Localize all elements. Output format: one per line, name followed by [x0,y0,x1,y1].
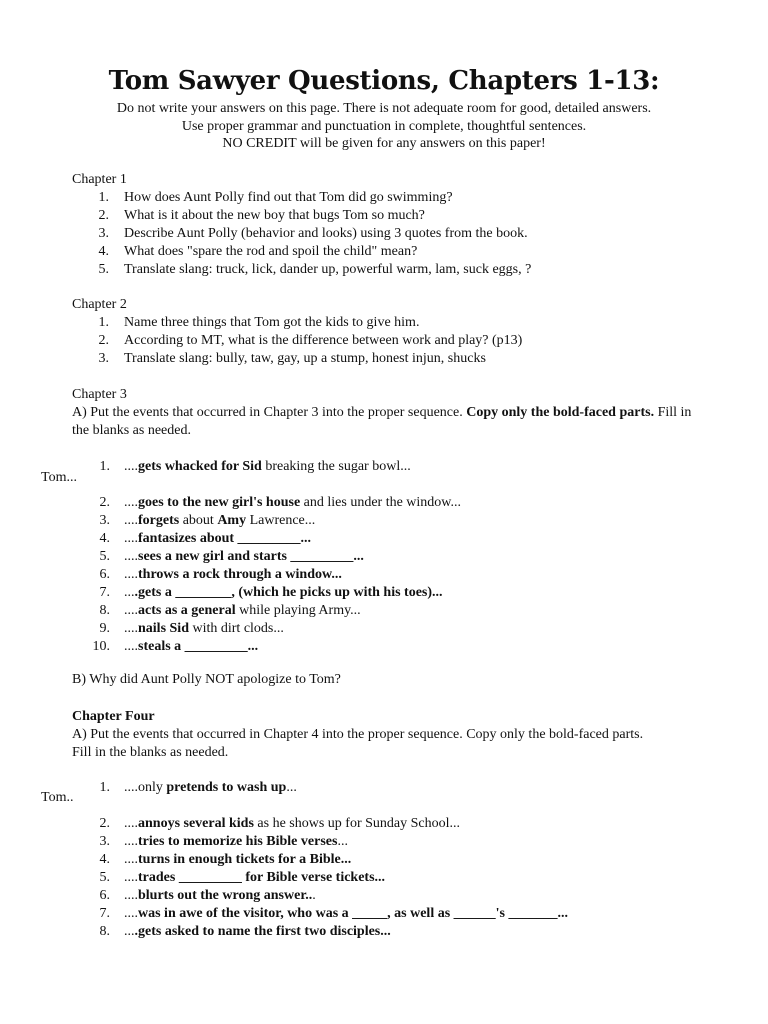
question-item [87,225,722,243]
event-item [72,584,722,602]
question-text: According to MT, what is the difference between work and play? (p13) [124,333,523,348]
instruction-line: Use proper grammar and punctuation in complete, thoughtful sentences. [181,118,587,134]
question-text: What is it about the new boy that bugs Tom so much? [124,208,425,223]
event-text: ....nails Sid with dirt clods... [124,621,284,636]
event-item [72,638,722,656]
question-item [87,243,722,261]
event-number: 10. [92,639,110,654]
question-text: Translate slang: truck, lick, dander up, powerful warm, lam, suck eggs, ? [124,262,532,277]
chapter-3-section [72,386,722,440]
event-item [72,923,722,941]
chapter-3-question-b [72,671,722,689]
instruction-text: A) Put the events that occurred in Chapter 3 into the proper sequence. [72,405,467,420]
instruction-text: Fill in the blanks as needed. [72,405,692,438]
event-text: ....trades _________ for Bible verse tickets... [124,870,386,885]
instruction-text: Fill in the blanks as needed. [72,745,229,760]
event-item [72,512,722,530]
event-number: 1. [99,780,110,795]
event-subject: Tom.. [41,790,74,805]
event-text: ....was in awe of the visitor, who was a _____, as well as ______'s _______... [124,906,568,921]
question-item [87,350,722,368]
question-number: 4. [98,244,109,259]
event-item [72,620,722,638]
question-number: 3. [98,226,109,241]
event-text: ....gets asked to name the first two disciples... [124,924,391,939]
chapter-heading: Chapter 3 [72,387,127,402]
event-number: 2. [99,816,110,831]
event-item [72,851,722,869]
event-number: 6. [99,567,110,582]
event-number: 5. [99,549,110,564]
event-number: 3. [99,513,110,528]
event-text: ....blurts out the wrong answer... [124,888,316,903]
question-text: B) Why did Aunt Polly NOT apologize to Tom? [72,672,341,687]
event-number: 7. [99,906,110,921]
event-number: 3. [99,834,110,849]
event-number: 7. [99,585,110,600]
question-number: 2. [98,208,109,223]
event-text: ....only pretends to wash up... [124,780,297,795]
event-text: ....gets a ________, (which he picks up with his toes)... [124,585,443,600]
chapter-2-section [72,296,722,368]
chapter-3-event-list [72,458,722,656]
event-number: 4. [99,852,110,867]
instruction-line: Do not write your answers on this page. There is not adequate room for good, detailed answers. [116,101,652,116]
event-number: 8. [99,603,110,618]
event-text: ....turns in enough tickets for a Bible... [124,852,352,867]
event-number: 9. [99,621,110,636]
question-number: 5. [98,262,109,277]
chapter-3-instruction [72,404,702,440]
event-number: 6. [99,888,110,903]
event-item [72,869,722,887]
event-item [72,530,722,548]
event-text: ....gets whacked for Sid breaking the sugar bowl... [124,459,411,474]
question-number: 3. [98,351,109,366]
chapter-4-section [72,708,722,762]
page-title: Tom Sawyer Questions, Chapters 1-13: [108,66,660,96]
question-list [87,314,722,368]
event-item [72,548,722,566]
event-number: 4. [99,531,110,546]
event-item [72,887,722,905]
instruction-text: A) Put the events that occurred in Chapter 4 into the proper sequence. Copy only the bold-faced parts. [72,727,644,742]
question-text: How does Aunt Polly find out that Tom did go swimming? [124,190,453,205]
question-text: Describe Aunt Polly (behavior and looks) using 3 quotes from the book. [124,226,528,241]
event-text: ....fantasizes about _________... [124,531,312,546]
chapter-heading: Chapter 1 [72,172,127,187]
question-item [87,207,722,225]
chapter-1-section [72,171,722,279]
question-list [87,189,722,279]
event-item [72,905,722,923]
event-item [72,833,722,851]
question-item [87,332,722,350]
event-text: ....tries to memorize his Bible verses... [124,834,348,849]
event-item [72,779,722,797]
chapter-heading: Chapter Four [72,709,155,724]
event-text: ....steals a _________... [124,639,259,654]
instruction-bold-text: Copy only the bold-faced parts. [466,405,655,420]
question-number: 1. [98,190,109,205]
question-number: 2. [98,333,109,348]
event-text: ....forgets about Amy Lawrence... [124,513,316,528]
event-item [72,815,722,833]
event-text: ....goes to the new girl's house and lies under the window... [124,495,462,510]
chapter-heading: Chapter 2 [72,297,127,312]
question-text: Translate slang: bully, taw, gay, up a stump, honest injun, shucks [124,351,486,366]
event-text: ....sees a new girl and starts _________... [124,549,364,564]
event-number: 2. [99,495,110,510]
instruction-line: NO CREDIT will be given for any answers on this paper! [222,136,546,151]
instructions [0,100,768,153]
event-number: 8. [99,924,110,939]
event-item [72,566,722,584]
event-text: ....acts as a general while playing Army... [124,603,361,618]
event-text: ....annoys several kids as he shows up for Sunday School... [124,816,461,831]
question-text: What does "spare the rod and spoil the child" mean? [124,244,418,259]
event-number: 5. [99,870,110,885]
question-number: 1. [98,315,109,330]
question-item [87,261,722,279]
chapter-4-event-list [72,779,722,941]
question-item [87,189,722,207]
event-number: 1. [99,459,110,474]
event-subject: Tom... [41,470,77,485]
question-item [87,314,722,332]
question-text: Name three things that Tom got the kids to give him. [124,315,420,330]
chapter-4-instruction [72,726,732,762]
event-item [72,494,722,512]
event-item [72,602,722,620]
event-text: ....throws a rock through a window... [124,567,342,582]
event-item [72,458,722,476]
